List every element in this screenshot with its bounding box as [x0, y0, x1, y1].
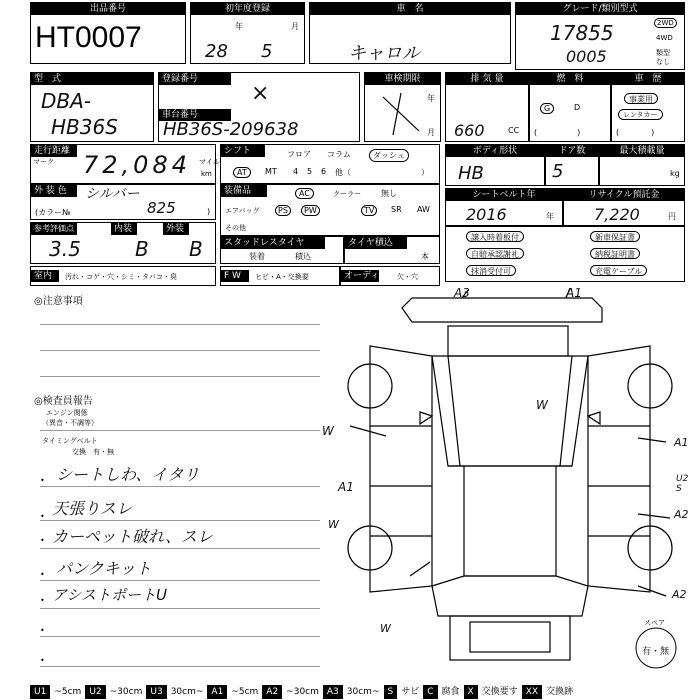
eq-none: 無し [381, 189, 397, 198]
audio-box [340, 266, 440, 286]
car-diagram [320, 286, 700, 682]
reg-label: 登録番号 [159, 73, 231, 85]
equipment-box [220, 184, 440, 236]
model-value-1: DBA- [41, 89, 92, 113]
bullet-4: • [40, 570, 45, 579]
shift-at: AT [233, 167, 251, 178]
model-value-2: HB36S [51, 115, 118, 139]
history-label: 車 歴 [612, 73, 684, 85]
body-value: HB [458, 163, 484, 184]
fuel-g: G [540, 103, 554, 114]
eq-pw: PW [301, 205, 320, 216]
shift-close: ） [421, 168, 429, 177]
grade-box [515, 2, 685, 70]
legend-value: ~5cm [231, 687, 259, 697]
legend-key: U2 [85, 685, 105, 699]
insp-year: 年 [427, 94, 435, 103]
score-box [30, 222, 216, 264]
doc-6: 充電ケーブル [590, 265, 647, 276]
eq-airbag: エアバッグ [225, 207, 260, 215]
eq-other: その他 [225, 224, 246, 232]
color-code: 825 [147, 199, 176, 217]
legend-item [207, 684, 262, 700]
legend-item [30, 684, 85, 700]
insp-item-1: シートしわ、イタリ [56, 465, 200, 484]
car-name-box [309, 2, 511, 64]
int-label: 内装 [111, 223, 137, 235]
chassis-label: 車台番号 [159, 109, 231, 121]
note-line-1 [40, 324, 320, 325]
equipment-label: 装備品 [221, 185, 267, 197]
legend-key: A3 [323, 685, 343, 699]
history-box [611, 72, 685, 142]
doors-value: 5 [552, 161, 564, 182]
legend-item [384, 684, 424, 700]
inspection-box [364, 72, 441, 142]
legend-key: A1 [207, 685, 227, 699]
inspector-label: ◎検査員報告 [34, 396, 93, 407]
recycle-box [563, 188, 685, 226]
lot-number: HT0007 [35, 21, 142, 54]
first-reg-year: 28 [205, 41, 228, 62]
shift-mt: MT [265, 167, 277, 176]
inspection-slash [375, 91, 425, 137]
opt-4wd: 4WD [656, 34, 673, 42]
mark-a3: A3 [454, 286, 470, 300]
note-line-2 [40, 350, 320, 351]
insp-item-5: アシストポートU [52, 586, 167, 604]
engine-label-2: （異音・不調等） [42, 419, 98, 427]
shift-label: シフト [221, 145, 265, 157]
shift-5: 5 [307, 167, 313, 176]
opt-none: 類型 なし [656, 49, 670, 66]
legend-value: 交換跡 [546, 687, 574, 697]
model-box [30, 72, 154, 142]
legend-value: 交換要す [481, 687, 518, 697]
mileage-value: 72,084 [83, 151, 191, 179]
mark-w-bottom-left: W [328, 518, 339, 531]
recycle-value: 7,220 [594, 205, 640, 224]
insp-line-6 [40, 636, 320, 637]
disp-value: 660 [454, 121, 485, 140]
insp-line-2 [40, 520, 320, 521]
insp-month: 月 [427, 128, 435, 137]
car-name-label: 車 名 [310, 3, 510, 15]
insp-line-3 [40, 548, 320, 549]
doc-1: 譲入時着板付 [466, 231, 524, 242]
eq-ps: PS [275, 205, 291, 216]
capacity-box [599, 144, 685, 186]
eq-cooler: クーラー [333, 190, 361, 198]
tire-unit: 本 [421, 252, 429, 261]
legend-key: S [384, 685, 398, 699]
shift-floor: フロア [287, 150, 311, 159]
month-unit: 月 [291, 22, 299, 31]
bullet-1: • [40, 476, 45, 485]
belt-label: タイミングベルト [42, 437, 98, 445]
shift-dash: ダッシュ [369, 149, 409, 162]
legend-key: U1 [30, 685, 50, 699]
color-box [30, 184, 216, 220]
seatbelt-box [445, 188, 563, 226]
eq-tv: TV [361, 205, 377, 216]
recycle-label: リサイクル預託金 [564, 189, 684, 201]
docs-box [445, 226, 685, 282]
chassis-value: HB36S-209638 [163, 119, 299, 140]
fuel-label: 燃 料 [530, 73, 610, 85]
legend-value: 腐食 [441, 687, 460, 697]
mileage-label: 走行距離 [31, 145, 77, 157]
mileage-mark: マーク [33, 158, 54, 166]
disp-label: 排 気 量 [446, 73, 528, 85]
lot-box [30, 2, 186, 64]
score-label: 参考評価点 [31, 223, 77, 235]
notes-label: ◎注意事項 [34, 296, 83, 307]
reg-value: × [251, 81, 270, 106]
interior-label: 室内 [31, 270, 59, 282]
seatbelt-value: 2016 [466, 205, 507, 224]
disp-unit: CC [508, 126, 520, 135]
mileage-box [30, 144, 220, 184]
history-opt-1: 事業用 [624, 93, 658, 104]
reg-box [158, 72, 360, 142]
first-reg-month: 5 [261, 41, 273, 62]
fuel-box [529, 72, 611, 142]
lot-label: 出品番号 [31, 3, 185, 15]
recycle-unit: 円 [668, 212, 676, 221]
doc-4: 新車保証書 [590, 231, 640, 242]
legend-item [85, 684, 146, 700]
spare-label: スペア [644, 619, 665, 627]
legend-key: U3 [146, 685, 166, 699]
legend-value: サビ [401, 687, 420, 697]
mark-a2-right: A2 [674, 508, 689, 521]
legend-value: ~30cm [286, 687, 319, 697]
bullet-7: • [40, 656, 45, 665]
color-close: ) [207, 207, 211, 216]
seatbelt-unit: 年 [546, 212, 554, 221]
interior-box [30, 266, 216, 286]
shift-box [220, 144, 440, 184]
shift-4: 4 [293, 167, 299, 176]
interior-text: 汚れ・コゲ・穴・シミ・タバコ・臭 [65, 273, 177, 281]
capacity-unit: kg [670, 169, 680, 178]
legend-value: 30cm~ [170, 687, 204, 697]
bullet-3: • [40, 536, 45, 545]
shift-6: 6 [321, 167, 327, 176]
tire-label: タイヤ積込 [345, 237, 407, 249]
bullet-5: • [40, 596, 45, 605]
note-line-3 [40, 376, 320, 377]
belt-label-2: 交換 有・無 [72, 448, 114, 456]
ext-label: 外装 [163, 223, 189, 235]
eq-ac: AC [295, 188, 314, 199]
engine-label: エンジン関係 [46, 409, 88, 417]
damage-legend [30, 684, 577, 700]
mileage-unit: マイル [199, 158, 220, 166]
mark-a1-top: A1 [566, 286, 582, 300]
fuel-d: D [574, 103, 581, 112]
insp-item-2: 天張りスレ [52, 499, 133, 518]
mark-w-left: W [322, 424, 334, 438]
bullet-6: • [40, 626, 45, 635]
audio-text: 欠・穴 [397, 273, 418, 281]
insp-line-5 [40, 608, 320, 609]
score-value: 3.5 [49, 237, 81, 261]
stud-box [220, 236, 344, 264]
first-reg-box [190, 2, 305, 64]
legend-item [323, 684, 384, 700]
stud-label: スタッドレスタイヤ [221, 237, 325, 249]
year-unit: 年 [235, 22, 243, 31]
doc-2: 自賠承認謝礼 [466, 248, 524, 259]
fw-box [220, 266, 340, 286]
tire-box [344, 236, 440, 264]
eq-aw: AW [417, 205, 430, 214]
fuel-paren: ( ) [534, 128, 581, 137]
legend-value: 30cm~ [346, 687, 380, 697]
grade-value-2: 0005 [566, 47, 607, 66]
eq-sr: SR [391, 205, 402, 214]
insp-line-7 [40, 666, 320, 667]
int-value: B [135, 237, 149, 261]
legend-item [262, 684, 323, 700]
spare-value: 有・無 [642, 647, 670, 657]
legend-item [464, 684, 522, 700]
history-opt-2: レンタカー [618, 109, 663, 120]
car-name-value: キャロル [348, 43, 420, 64]
mark-a1-right: A1 [674, 436, 689, 449]
stud-opt-1: 装着 [249, 252, 265, 261]
mark-a2-bottom-right: A2 [672, 588, 687, 601]
mileage-km: km [201, 170, 212, 178]
mark-w-right: W [536, 398, 548, 412]
bullet-2: • [40, 512, 45, 521]
mark-a1-left: A1 [338, 480, 354, 494]
legend-value: ~30cm [109, 687, 143, 697]
doors-box [545, 144, 599, 186]
insp-line-1 [40, 486, 320, 487]
shift-column: コラム [327, 150, 351, 159]
legend-item [146, 684, 207, 700]
capacity-label: 最大積載量 [600, 145, 684, 157]
color-label: 外 装 色 [31, 185, 77, 197]
fw-label: F W [221, 270, 249, 282]
legend-value: ~5cm [54, 687, 82, 697]
model-label: 型 式 [31, 73, 153, 85]
color-value: シルバー [85, 186, 140, 202]
fw-text: ヒビ・A・交換要 [255, 273, 309, 281]
seatbelt-label: シートベルト年 [446, 189, 562, 201]
body-box [445, 144, 545, 186]
legend-key: C [423, 685, 437, 699]
color-sub: (カラー№ [35, 208, 71, 217]
history-paren: ( ) [616, 128, 655, 137]
body-label: ボディ形状 [446, 145, 544, 157]
insp-line-4 [40, 580, 320, 581]
insp-line-0 [40, 430, 320, 431]
doc-5: 納税証明書 [590, 248, 640, 259]
legend-key: A2 [262, 685, 282, 699]
insp-item-4: パンクキット [56, 559, 152, 578]
mark-w-bottom: W [380, 622, 391, 635]
mark-u2s: U2 S [676, 474, 689, 494]
shift-other: 他（ [335, 168, 351, 177]
audio-label: オーディオ [341, 270, 379, 282]
grade-value: 17855 [550, 21, 614, 45]
disp-box [445, 72, 529, 142]
doors-label: ドア数 [546, 145, 598, 157]
legend-item [522, 684, 577, 700]
first-reg-label: 初年度登録 [191, 3, 304, 15]
legend-key: XX [522, 685, 542, 699]
stud-opt-2: 積込 [295, 252, 311, 261]
opt-2wd: 2WD [654, 18, 677, 28]
insp-item-3: カーペット破れ、スレ [52, 527, 213, 546]
legend-item [423, 684, 463, 700]
ext-value: B [189, 237, 203, 261]
doc-3: 抹消受付可 [466, 265, 516, 276]
grade-label: グレード/類別型式 [516, 3, 684, 15]
inspection-label: 車検期限 [365, 73, 440, 85]
legend-key: X [464, 685, 478, 699]
